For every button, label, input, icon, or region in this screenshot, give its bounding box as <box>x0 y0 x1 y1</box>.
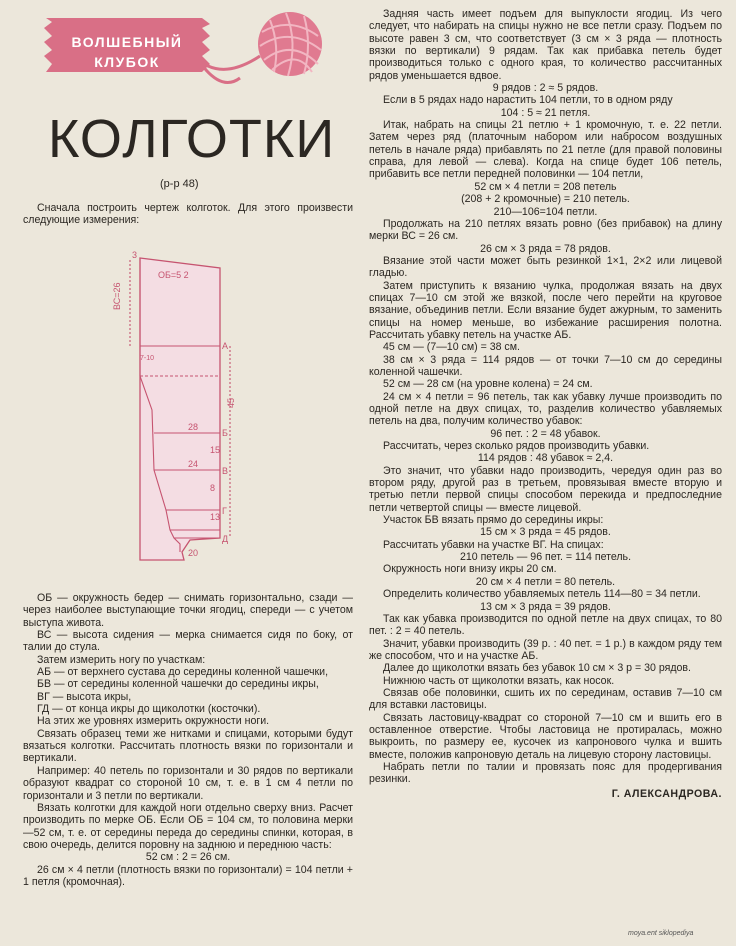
paragraph: Связать образец теми же нитками и спицами, которыми будут вязаться колготки. Рассчитать плотность вязки по горизонтали и вертикали. <box>23 727 353 765</box>
diagram-point-a: А <box>222 341 229 351</box>
diagram-point-g: Г <box>222 506 227 516</box>
paragraph: Рассчитать, через сколько рядов производить убавки. <box>383 440 650 453</box>
paragraph: Участок БВ вязать прямо до середины икры: <box>383 514 604 527</box>
paragraph: Вязать колготки для каждой ноги отдельно сверху вниз. Расчет производить по мерке ОБ. Если ОБ = 104 см, то половина мерки —52 см, т. е. от середины переда до середины спинки, которая, в свою очередь, делится поровну на заднюю и переднюю часть: <box>23 801 353 851</box>
banner-line-1: ВОЛШЕБНЫЙ <box>71 34 183 50</box>
paragraph: Далее до щиколотки вязать без убавок 10 см × 3 р = 30 рядов. <box>383 662 691 675</box>
formula: 20 см × 4 петли = 80 петель. <box>475 575 616 588</box>
paragraph: Задняя часть имеет подъем для выпуклости ягодиц. Из чего следует, что набирать на спицы нужно не все петли сразу. Подъем по высоте равен 3 см, что соответствует (3 см × 3 ряда — плотность вязки по вертикали) 9 рядам. Так как прибавка петель будет производиться только с одного края, то количество рассчитанных рядов уменьшается вдвое. <box>369 8 722 82</box>
watermark: moya.ent siklopediya <box>628 930 694 937</box>
paragraph: Нижнюю часть от щиколотки вязать, как носок. <box>383 674 615 687</box>
paragraph: Если в 5 рядах надо нарастить 104 петли, то в одном ряду <box>383 94 673 107</box>
formula: 96 пет. : 2 = 48 убавок. <box>490 427 601 440</box>
paragraph: ОБ — окружность бедер — снимать горизонтально, сзади — через наиболее выступающие точки ягодиц, спереди — с учетом выступа живота. <box>23 592 353 629</box>
paragraph: Рассчитать убавки на участке ВГ. На спицах: <box>383 538 604 551</box>
diagram-length-8: 8 <box>210 483 216 493</box>
paragraph: Так как убавка производится по одной петле на двух спицах, то 80 пет. : 2 = 40 петель. <box>369 612 722 638</box>
paragraph: Набрать петли по талии и провязать пояс для продергивания резинки. <box>369 760 722 786</box>
paragraph: Связав обе половинки, сшить их по серединам, оставив 7—10 см для вставки ластовицы. <box>369 686 722 712</box>
diagram-length-15: 15 <box>210 445 221 455</box>
left-column <box>23 592 353 888</box>
paragraph: БВ — от середины коленной чашечки до середины икры, <box>37 678 319 691</box>
formula: 15 см × 3 ряда = 45 рядов. <box>480 526 611 539</box>
formula: 104 : 5 ≈ 21 петля. <box>500 106 591 119</box>
paragraph: Итак, набрать на спицы 21 петлю + 1 кромочную, т. е. 22 петли. Затем через ряд (платочным набором или набросом воздушных петель в начале ряда) прибавлять по 21 петле (для правой половины справа, для левой — слева). Когда на спице будет 106 петель, прибавить все петли передней половинки — 104 петли, <box>369 119 722 181</box>
paragraph: Это значит, что убавки надо производить, чередуя один раз во втором ряду, другой раз в третьем, провязывая вместе вторую и третью петли первой спицы способом перекида и предпоследние петли четвертой спицы — вместе лицевой. <box>369 464 722 514</box>
formula: 210 петель — 96 пет. = 114 петель. <box>459 551 632 564</box>
diagram-point-b: Б <box>222 428 228 438</box>
diagram-length-13: 13 <box>210 512 221 522</box>
diagram-width-20: 20 <box>188 548 199 558</box>
diagram-width-24: 24 <box>188 459 199 469</box>
formula: 13 см × 3 ряда = 39 рядов. <box>480 600 611 613</box>
formula: 210—106=104 петли. <box>493 205 598 218</box>
diagram-bc-label: ВС=26 <box>112 282 122 310</box>
intro-text: Сначала построить чертеж колготок. Для этого произвести следующие измерения: <box>23 202 353 227</box>
diagram-ob-label: ОБ=5 2 <box>158 270 189 280</box>
paragraph: АБ — от верхнего сустава до середины коленной чашечки, <box>37 666 329 679</box>
diagram-width-28: 28 <box>188 422 199 432</box>
yarn-ball-icon <box>200 6 330 96</box>
paragraph: ГД — от конца икры до щиколотки (косточки). <box>37 703 261 716</box>
page-title: КОЛГОТКИ <box>48 109 336 169</box>
paragraph: Продолжать на 210 петлях вязать ровно (без прибавок) на длину мерки ВС = 26 см. <box>369 217 722 243</box>
paragraph: Окружность ноги внизу икры 20 см. <box>383 563 557 576</box>
paragraph: Затем измерить ногу по участкам: <box>37 653 206 666</box>
paragraph: 24 см × 4 петли = 96 петель, так как убавку лучше производить по одной петле на двух спицах, то, разделив количество убавляемых петель на два, получим количество убавок: <box>369 390 722 428</box>
paragraph: ВГ — высота икры, <box>37 690 132 703</box>
paragraph: 38 см × 3 ряда = 114 рядов — от точки 7—10 см до середины коленной чашечки. <box>369 353 722 378</box>
formula: 52 см : 2 = 26 см. <box>145 851 231 864</box>
paragraph: 52 см — 28 см (на уровне колена) = 24 см. <box>383 378 593 391</box>
formula: 114 рядов : 48 убавок ≈ 2,4. <box>477 452 614 465</box>
author-signature: Г. АЛЕКСАНДРОВА. <box>611 787 722 800</box>
paragraph: ВС — высота сидения — мерка снимается сидя по боку, от талии до стула. <box>23 629 353 654</box>
size-label: (р-р 48) <box>160 178 199 190</box>
formula: 9 рядов : 2 ≈ 5 рядов. <box>492 82 599 95</box>
diagram-point-d: Д <box>222 534 229 544</box>
formula: 52 см × 4 петли = 208 петель <box>474 180 617 193</box>
diagram-gusset-710: 7-10 <box>140 355 155 362</box>
paragraph: На этих же уровнях измерить окружности ноги. <box>37 715 270 728</box>
paragraph: Вязание этой части может быть резинкой 1×1, 2×2 или лицевой гладью. <box>369 254 722 280</box>
paragraph: Например: 40 петель по горизонтали и 30 рядов по вертикали образуют квадрат со стороной 10 см, т. е. в 1 см 4 петли по горизонтали и 3 петли по вертикали. <box>23 764 353 802</box>
paragraph: 45 см — (7—10 см) = 38 см. <box>383 341 520 354</box>
paragraph: Затем приступить к вязанию чулка, продолжая вязать на двух спицах 7—10 см этой же вязкой, после чего перейти на круговое вязание, объединив петли. Если вязание будет ажурным, то заменить спицы на номер меньше, во избежание расширения полотна. Рассчитать убавку петель на участке АБ. <box>369 279 722 341</box>
right-column <box>369 8 722 800</box>
banner <box>42 14 212 74</box>
pattern-diagram <box>110 248 250 568</box>
paragraph: Связать ластовицу-квадрат со стороной 7—10 см и вшить его в оставленное отверстие. Чтобы ластовица не протиралась, можно выкроить, по размеру ее, кусочек из капронового чулка и вшить вместе, положив капроновую деталь на лицевую сторону ластовицы. <box>369 711 722 761</box>
diagram-length-45: 45 <box>226 397 236 408</box>
paragraph: Значит, убавки производить (39 р. : 40 пет. = 1 р.) в каждом ряду тем же способом, что и на участке АБ. <box>369 637 722 662</box>
diagram-point-3: 3 <box>132 250 138 260</box>
paragraph: Определить количество убавляемых петель 114—80 = 34 петли. <box>383 588 701 601</box>
paragraph: 26 см × 4 петли (плотность вязки по горизонтали) = 104 петли + 1 петля (кромочная). <box>23 863 353 888</box>
formula: 26 см × 3 ряда = 78 рядов. <box>480 242 611 255</box>
banner-line-2: КЛУБОК <box>94 54 160 70</box>
diagram-point-v: В <box>222 466 229 476</box>
formula: (208 + 2 кромочные) = 210 петель. <box>461 193 630 206</box>
